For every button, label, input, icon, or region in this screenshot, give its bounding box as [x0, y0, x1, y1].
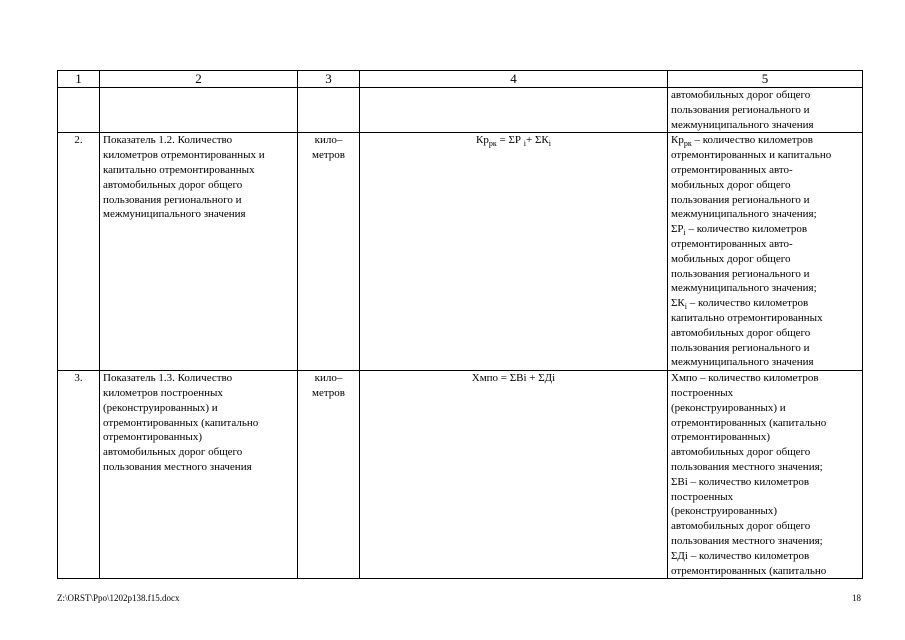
- unit-cell: [298, 133, 360, 371]
- description-line: $\Sigma Р_i$ – количество километров: [671, 223, 808, 238]
- table-row-continued: [58, 88, 863, 133]
- row-number: 2.: [58, 133, 100, 371]
- description-line: автомобильных дорог общего: [671, 520, 811, 533]
- description-line: отремонтированных (капитально: [671, 416, 827, 429]
- description-line: автомобильных дорог общего: [671, 446, 811, 459]
- footer-page-number: 18: [852, 593, 861, 603]
- header-col-3: 3: [298, 71, 360, 88]
- indicator-name-line: Показатель 1.3. Количество: [103, 372, 233, 385]
- unit-line: метров: [312, 386, 345, 399]
- cell-empty: [100, 88, 298, 133]
- header-col-1: 1: [58, 71, 100, 88]
- cell-empty: [360, 88, 668, 133]
- description-line: пользования регионального и: [671, 341, 810, 354]
- indicators-table: [57, 70, 863, 579]
- description-line: межмуниципального значения: [671, 118, 814, 131]
- description-line: пользования регионального и: [671, 193, 810, 206]
- description-line: автомобильных дорог общего: [671, 89, 811, 101]
- cell-empty: [298, 88, 360, 133]
- row-number: 3.: [58, 371, 100, 579]
- indicator-name-line: автомобильных дорог общего: [103, 178, 243, 191]
- formula-text: Хмпо = ΣBi + ΣДi: [471, 372, 556, 385]
- description-line: отремонтированных): [671, 431, 770, 444]
- unit-line: кило–: [314, 372, 343, 385]
- description-line: (реконструированных): [671, 505, 778, 518]
- description-line: пользования регионального и: [671, 103, 810, 116]
- formula-text: $Кр_{рк} = \Sigma Р$ $_i+ \Sigma К_i$: [476, 134, 551, 149]
- description-line: автомобильных дорог общего: [671, 326, 811, 339]
- indicator-name-line: пользования регионального и: [103, 193, 242, 206]
- indicator-name-line: межмуниципального значения: [103, 208, 246, 221]
- description-line: пользования местного значения;: [671, 534, 823, 547]
- description-line: отремонтированных авто-: [671, 163, 793, 176]
- cell-continued-description: [668, 88, 863, 133]
- header-col-2: 2: [100, 71, 298, 88]
- description-line: межмуниципального значения;: [671, 208, 817, 221]
- description-line: (реконструированных) и: [671, 401, 786, 414]
- indicator-name-line: капитально отремонтированных: [103, 163, 255, 176]
- header-col-5: 5: [668, 71, 863, 88]
- description-line: $\Sigma К_i$ – количество километров: [671, 297, 809, 312]
- indicator-name-line: Показатель 1.2. Количество: [103, 134, 233, 147]
- description-line: межмуниципального значения;: [671, 282, 817, 295]
- description-line: капитально отремонтированных: [671, 311, 823, 324]
- cell-empty: [58, 88, 100, 133]
- description-cell: [668, 371, 863, 579]
- header-col-4: 4: [360, 71, 668, 88]
- description-cell: [668, 133, 863, 371]
- description-line: отремонтированных и капитально: [671, 149, 832, 162]
- description-line: Хмпо – количество километров: [671, 372, 819, 385]
- description-line: межмуниципального значения: [671, 356, 814, 369]
- description-line: ΣBi – количество километров: [671, 475, 810, 488]
- indicator-name-line: километров отремонтированных и: [103, 149, 265, 162]
- description-line: отремонтированных авто-: [671, 237, 793, 250]
- indicator-name-line: отремонтированных (капитально: [103, 416, 259, 429]
- indicator-name: [100, 371, 298, 579]
- indicator-name-line: километров построенных: [103, 386, 223, 399]
- description-line: пользования местного значения;: [671, 460, 823, 473]
- footer-file-path: Z:\ORST\Ppo\1202p138.f15.docx: [57, 593, 180, 603]
- header-row: [58, 71, 863, 88]
- formula-cell: [360, 133, 668, 371]
- formula-cell: [360, 371, 668, 579]
- indicator-name-line: автомобильных дорог общего: [103, 446, 243, 459]
- unit-line: кило–: [314, 134, 343, 147]
- description-line: ΣДi – количество километров: [671, 549, 810, 562]
- description-line: $Кр_{рк}$ – количество километров: [671, 134, 813, 149]
- description-line: пользования регионального и: [671, 267, 810, 280]
- unit-cell: [298, 371, 360, 579]
- description-line: построенных: [671, 490, 734, 503]
- unit-line: метров: [312, 149, 345, 162]
- indicator-name: [100, 133, 298, 371]
- indicator-name-line: пользования местного значения: [103, 460, 252, 473]
- table-row-2: [58, 133, 863, 371]
- description-line: отремонтированных (капитально: [671, 564, 827, 577]
- indicator-name-line: (реконструированных) и: [103, 401, 218, 414]
- description-line: мобильных дорог общего: [671, 178, 791, 191]
- table-row-3: [58, 371, 863, 579]
- description-line: мобильных дорог общего: [671, 252, 791, 265]
- indicator-name-line: отремонтированных): [103, 431, 202, 444]
- description-line: построенных: [671, 386, 734, 399]
